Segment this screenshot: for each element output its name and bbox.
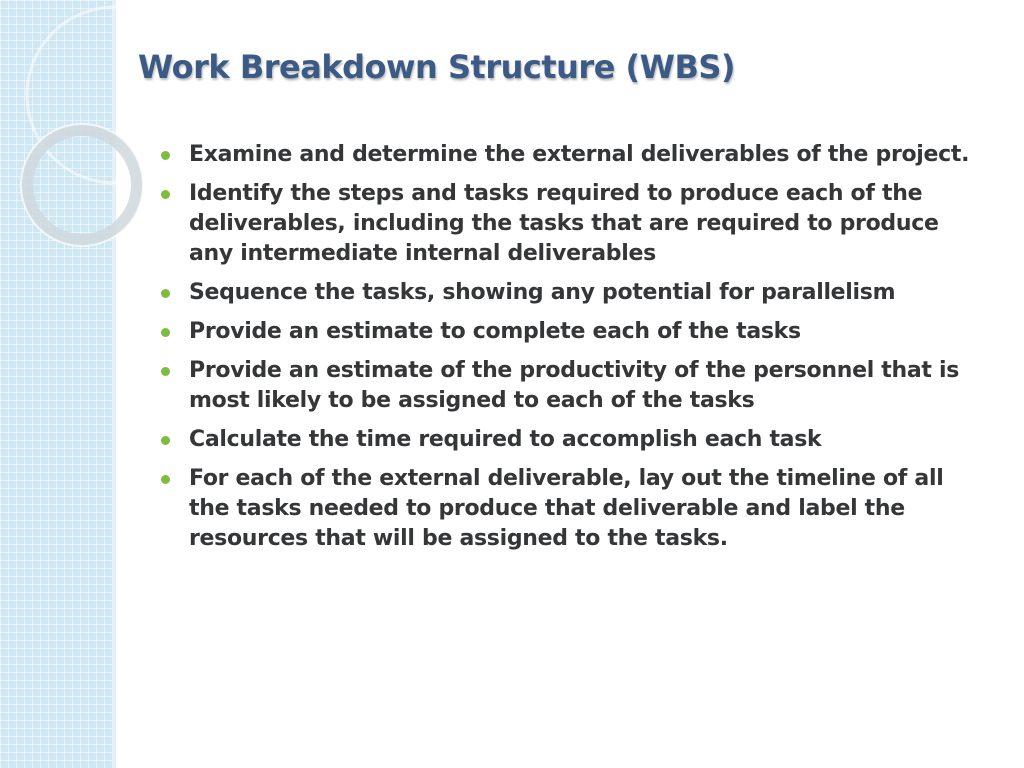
circle-bullet-icon — [161, 436, 170, 445]
bullet-item-estimate-productivity — [158, 356, 973, 416]
bullet-item-identify-steps — [158, 179, 973, 269]
bullet-list — [158, 140, 973, 563]
circle-bullet-icon — [161, 367, 170, 376]
circle-bullet-icon — [161, 289, 170, 298]
bullet-item-sequence-tasks — [158, 278, 973, 308]
bullet-text: Calculate the time required to accomplish each task — [189, 427, 822, 452]
bullet-item-estimate-completion — [158, 317, 973, 347]
bullet-text: Provide an estimate of the productivity of the personnel that is most likely to be assigned to each of the tasks — [189, 358, 960, 413]
decorative-circles — [0, 0, 170, 260]
decorative-ring-large — [27, 7, 170, 183]
bullet-text: Examine and determine the external deliverables of the project. — [189, 142, 970, 167]
decorative-ring-small-highlight — [21, 124, 143, 246]
bullet-item-calculate-time — [158, 425, 973, 455]
bullet-text: For each of the external deliverable, lay out the timeline of all the tasks needed to produce that deliverable and label the resources that will be assigned to the tasks. — [189, 466, 944, 551]
bullet-item-lay-out-timeline — [158, 464, 973, 554]
bullet-text: Provide an estimate to complete each of the tasks — [189, 319, 801, 344]
circle-bullet-icon — [161, 151, 170, 160]
circle-bullet-icon — [161, 190, 170, 199]
circle-bullet-icon — [161, 475, 170, 484]
slide-title: Work Breakdown Structure (WBS) — [138, 48, 736, 86]
bullet-item-examine-deliverables — [158, 140, 973, 170]
decorative-ring-small — [27, 130, 137, 240]
bullet-text: Identify the steps and tasks required to produce each of the deliverables, including the tasks that are required to produce any intermediate internal deliverables — [189, 181, 939, 266]
circle-bullet-icon — [161, 328, 170, 337]
bullet-text: Sequence the tasks, showing any potential for parallelism — [189, 280, 896, 305]
